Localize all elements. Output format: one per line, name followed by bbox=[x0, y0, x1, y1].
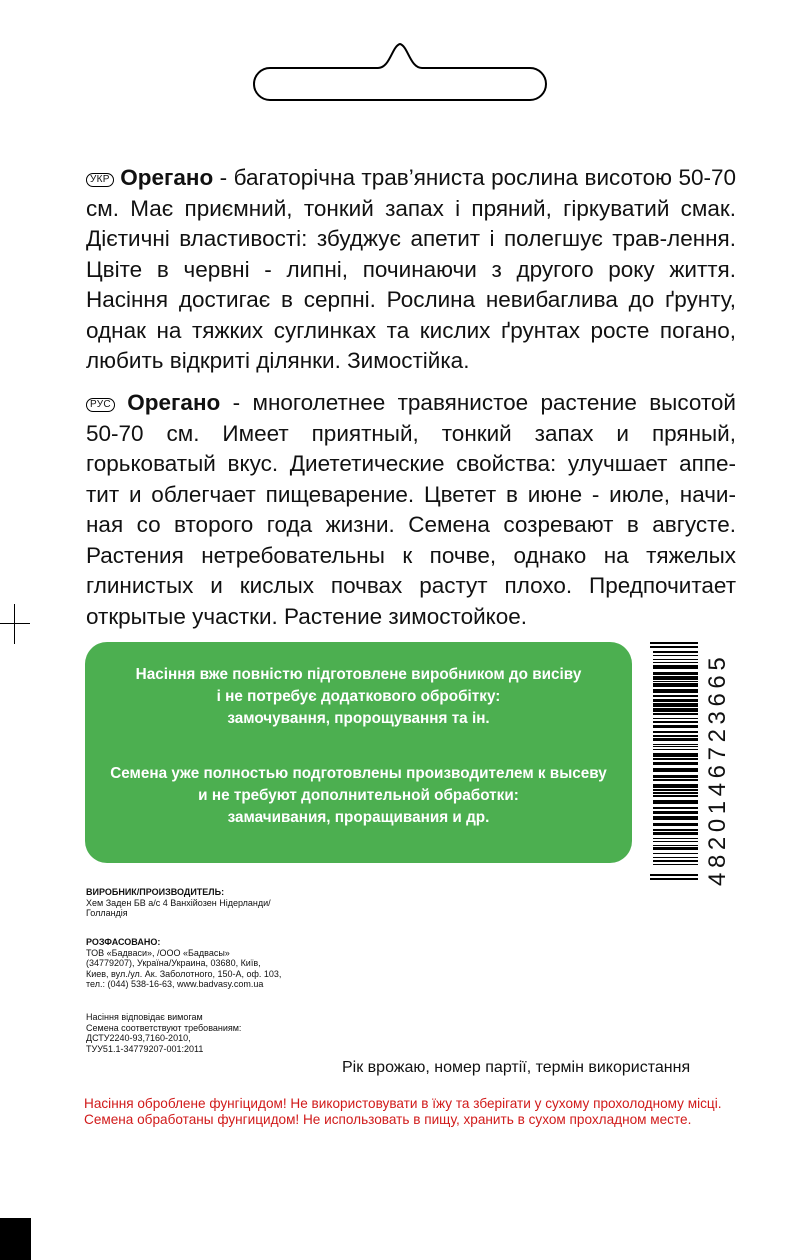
barcode-bar bbox=[653, 816, 698, 820]
compliance-line: ДСТУ2240-93,7160-2010, bbox=[86, 1033, 191, 1043]
barcode-guard-bar bbox=[650, 646, 698, 648]
product-name-rus: Орегано bbox=[127, 390, 221, 415]
barcode-bar bbox=[653, 713, 698, 715]
barcode-bar bbox=[653, 779, 698, 781]
compliance-line: Семена соответствуют требованиям: bbox=[86, 1022, 242, 1033]
language-badge-rus: РУС bbox=[86, 398, 115, 412]
barcode-bar bbox=[653, 665, 698, 669]
producer-line: Хем Заден БВ а/с 4 Ванхійозен Нідерланди/ bbox=[86, 897, 271, 908]
barcode-guard-bar bbox=[650, 642, 698, 644]
notice-russian bbox=[85, 763, 632, 829]
barcode-bar bbox=[653, 662, 698, 663]
warning-line-ukr: Насіння оброблене фунгіцидом! Не використовувати в їжу та зберігати у сухому прохолодному місці. bbox=[84, 1096, 722, 1111]
harvest-batch-label: Рік врожаю, номер партії, термін використання bbox=[342, 1059, 691, 1076]
barcode-bar bbox=[653, 749, 698, 750]
compliance-line: ТУУ51.1-34779207-001:2011 bbox=[86, 1043, 204, 1054]
notice-ukrainian bbox=[85, 664, 632, 730]
barcode-bar bbox=[653, 768, 698, 772]
barcode-guard-bar bbox=[650, 874, 698, 876]
packer-line: ТОВ «Бадваси», /ООО «Бадвасы» bbox=[86, 947, 230, 958]
producer-line: Голландія bbox=[86, 908, 128, 918]
packer-line: (34779207), Україна/Украина, 03680, Київ, bbox=[86, 958, 261, 968]
hang-hole-outline bbox=[250, 38, 550, 104]
barcode-guard-bar bbox=[650, 878, 698, 880]
barcode-bar bbox=[653, 731, 698, 733]
barcode-bar bbox=[653, 708, 698, 712]
language-badge-ukr: УКР bbox=[86, 173, 114, 187]
barcode-bar bbox=[653, 655, 698, 656]
barcode-bar bbox=[653, 775, 698, 778]
barcode-bar bbox=[653, 807, 698, 809]
barcode-bar bbox=[653, 829, 698, 831]
notice-line: Семена уже полностью подготовлены производителем к высеву bbox=[110, 765, 607, 782]
description-russian bbox=[86, 388, 736, 632]
barcode-bar bbox=[653, 695, 698, 697]
barcode-bar bbox=[653, 699, 698, 702]
barcode-bar bbox=[653, 784, 698, 788]
barcode-bar bbox=[653, 795, 698, 797]
producer-info bbox=[86, 887, 346, 919]
barcode-bar bbox=[653, 845, 698, 846]
barcode-bar bbox=[653, 744, 698, 745]
barcode-bar bbox=[653, 738, 698, 741]
barcode-bar bbox=[653, 659, 698, 660]
barcode-bar bbox=[653, 864, 698, 865]
barcode-bar bbox=[653, 758, 698, 760]
print-corner-mark bbox=[0, 1218, 31, 1260]
barcode-bar bbox=[653, 792, 698, 794]
barcode-bar bbox=[653, 860, 698, 862]
producer-heading: ВИРОБНИК/ПРОИЗВОДИТЕЛЬ: bbox=[86, 887, 225, 897]
notice-line: замачивания, проращивания и др. bbox=[227, 809, 490, 826]
barcode-bar bbox=[653, 676, 698, 680]
barcode-bar bbox=[653, 703, 698, 707]
registration-mark bbox=[0, 604, 30, 644]
warning-line-rus: Семена обработаны фунгицидом! Не использовать в пищу, хранить в сухом прохладном месте. bbox=[84, 1112, 692, 1127]
barcode-bar bbox=[653, 651, 698, 653]
barcode-number: 4820146723665 bbox=[704, 652, 731, 886]
packer-line: тел.: (044) 538-16-63, www.badvasy.com.ua bbox=[86, 979, 264, 989]
barcode-bar bbox=[653, 800, 698, 804]
fungicide-warning bbox=[84, 1096, 721, 1128]
barcode-bar bbox=[653, 811, 698, 814]
barcode-bar bbox=[653, 753, 698, 757]
compliance-line: Насіння відповідає вимогам bbox=[86, 1012, 203, 1022]
barcode-bar bbox=[653, 847, 698, 850]
description-text-rus: - многолетнее травянистое растение высотой 50-70 см. Имеет приятный, тонкий запах и пряный, горьковатый вкус. Диететические свойства: улучшает аппе-тит и облегчает пищеварение. Цветет в июне - июле, начи-ная со второго года жизни. Семена созревают в августе. Растения нетребовательны к почве, однако на тяжелых глинистых и кислых почвах растут плохо. Предпочитает открытые участки. Растение зимостойкое. bbox=[86, 390, 736, 629]
barcode-bar bbox=[653, 832, 698, 835]
barcode-bar bbox=[653, 857, 698, 858]
barcode-bar bbox=[653, 718, 698, 719]
barcode-bar bbox=[653, 762, 698, 765]
packer-line: Киев, вул./ул. Ак. Заболотного, 150-А, оф. 103, bbox=[86, 968, 282, 979]
seed-prepared-notice bbox=[85, 642, 632, 863]
notice-line: и не требуют дополнительной обработки: bbox=[198, 787, 519, 804]
barcode-bar bbox=[653, 735, 698, 737]
barcode-bar bbox=[653, 823, 698, 826]
barcode-bar bbox=[653, 838, 698, 839]
barcode-bar bbox=[653, 725, 698, 728]
notice-line: замочування, пророщування та ін. bbox=[227, 710, 490, 727]
description-text-ukr: - багаторічна трав’яниста рослина висотою 50-70 см. Має приємний, тонкий запах і пряний, гіркуватий смак. Дієтичні властивості: збуджує апетит і полегшує трав-лення. Цвіте в червні - липні, починаючи з другого року життя. Насіння достигає в серпні. Рослина невибаглива до ґрунту, однак на тяжких суглинках та кислих ґрунтах росте погано, любить відкриті ділянки. Зимостійка. bbox=[86, 165, 736, 373]
product-name-ukr: Орегано bbox=[120, 165, 214, 190]
notice-line: і не потребує додаткового обробітку: bbox=[216, 688, 501, 705]
barcode-bar bbox=[653, 683, 698, 687]
barcode-bar bbox=[653, 853, 698, 854]
packer-heading: РОЗФАСОВАНО: bbox=[86, 937, 161, 947]
barcode-bar bbox=[653, 746, 698, 747]
packer-info bbox=[86, 937, 346, 990]
barcode-bar bbox=[653, 672, 698, 675]
barcode-bar bbox=[653, 789, 698, 791]
barcode-bar bbox=[653, 689, 698, 693]
notice-line: Насіння вже повністю підготовлене виробником до висіву bbox=[135, 666, 582, 683]
barcode-bar bbox=[653, 841, 698, 842]
description-ukrainian bbox=[86, 163, 736, 377]
standards-compliance bbox=[86, 1012, 346, 1054]
barcode-bar bbox=[653, 721, 698, 723]
barcode-bar bbox=[653, 681, 698, 682]
